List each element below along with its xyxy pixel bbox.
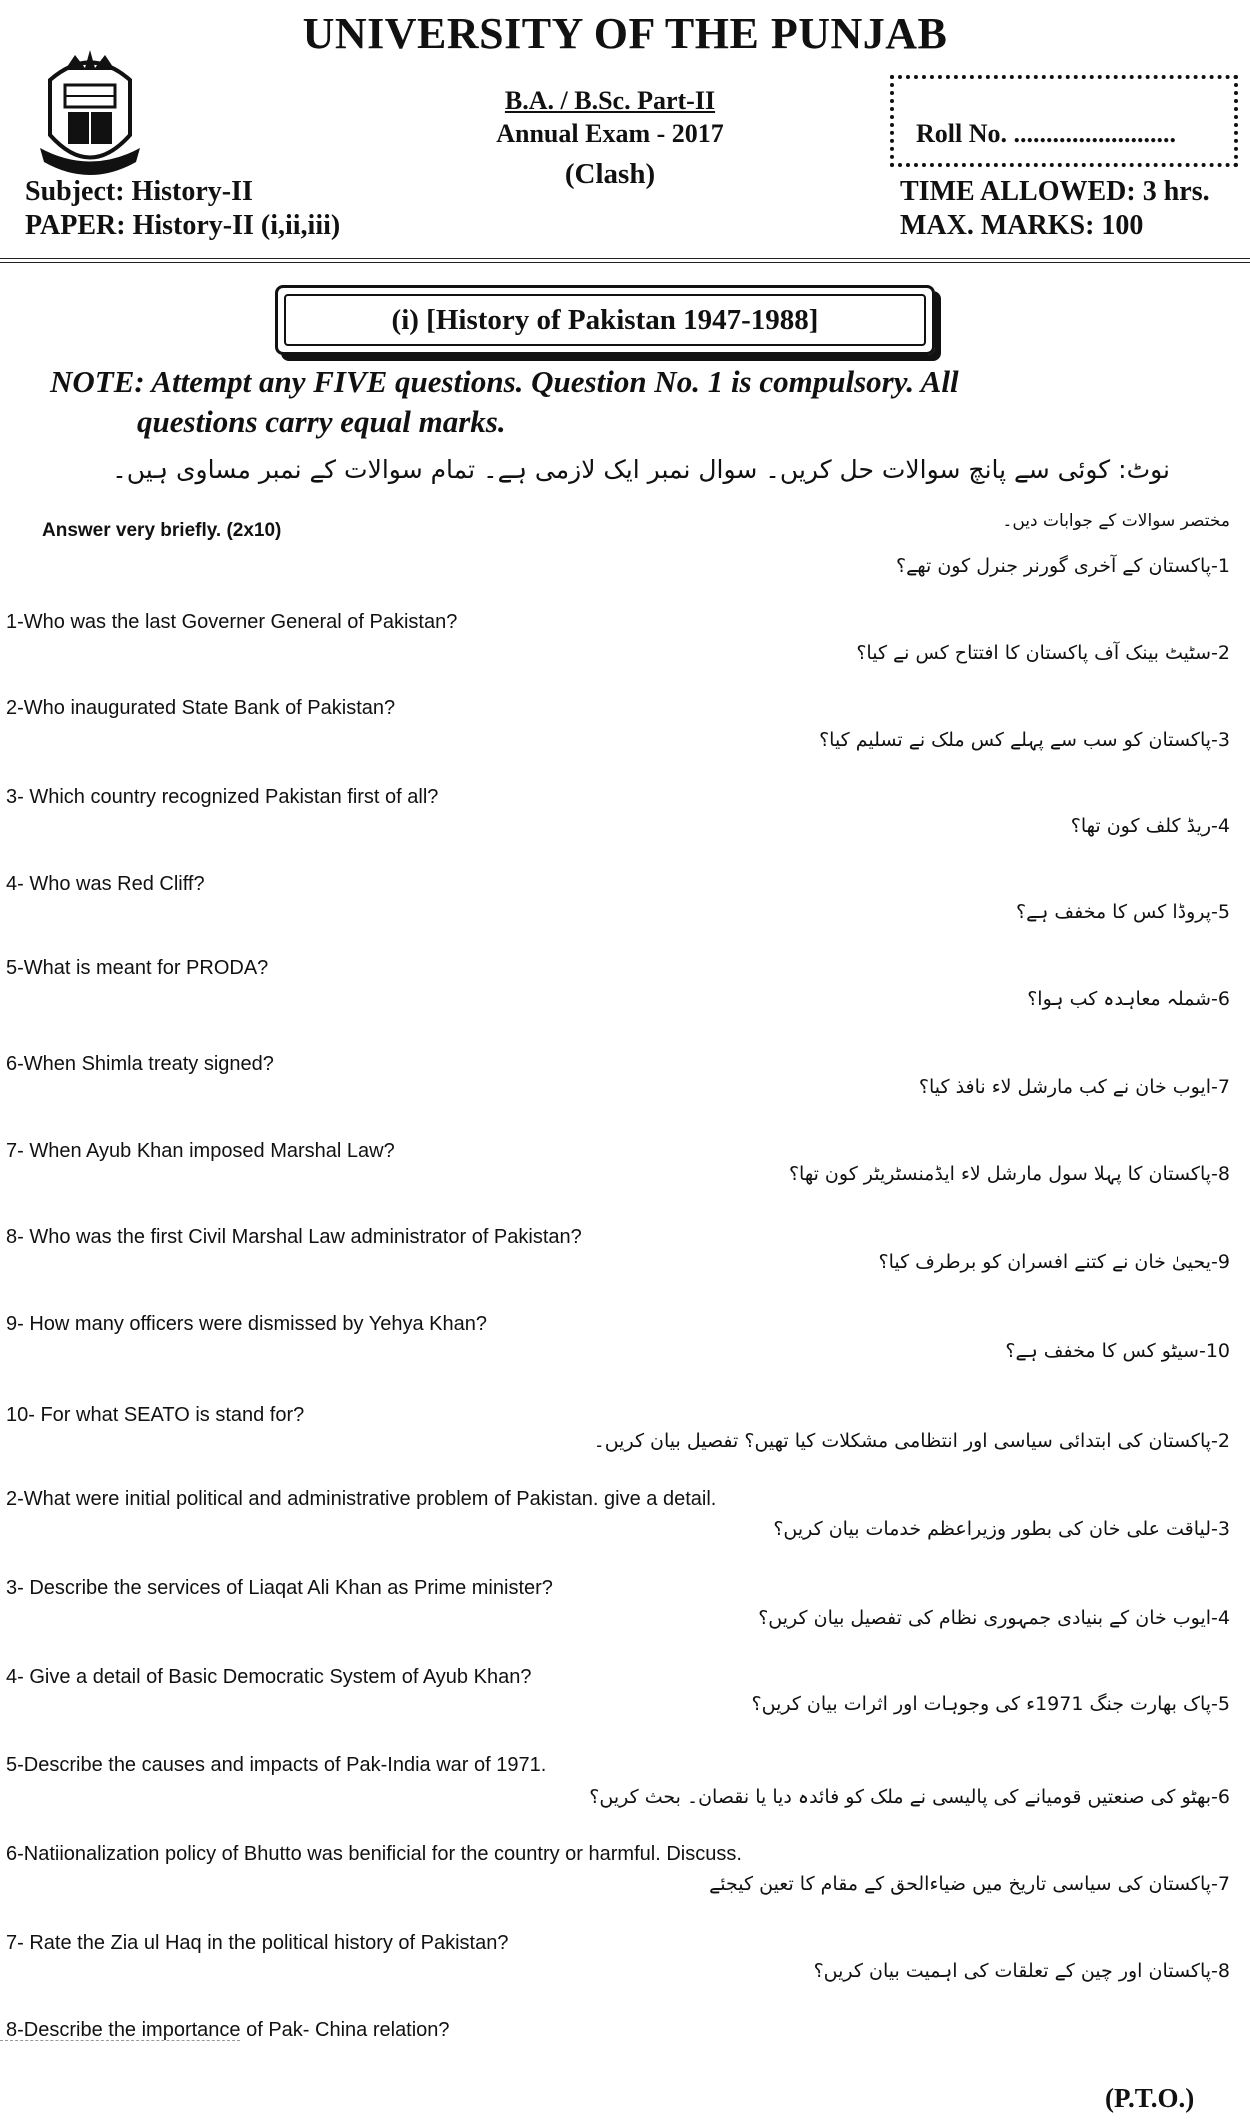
footer-divider (0, 2040, 240, 2041)
max-marks: MAX. MARKS: 100 (900, 210, 1144, 241)
short-question-english: 7- When Ayub Khan imposed Marshal Law? (6, 1140, 395, 1162)
page-turn-over: (P.T.O.) (1105, 2083, 1195, 2113)
university-title: UNIVERSITY OF THE PUNJAB (302, 9, 948, 58)
time-allowed: TIME ALLOWED: 3 hrs. (900, 176, 1210, 207)
short-question-english: 2-Who inaugurated State Bank of Pakistan? (6, 697, 396, 719)
short-question-urdu: 10-سیٹو کس کا مخفف ہے؟ (1005, 1340, 1230, 1362)
long-question-urdu: 6-بھٹو کی صنعتیں قومیانے کی پالیسی نے ملک کو فائدہ دیا یا نقصان۔ بحث کریں؟ (589, 1786, 1230, 1808)
long-question-english: 6-Natiionalization policy of Bhutto was benificial for the country or harmful. Discuss. (6, 1843, 742, 1865)
long-question-urdu: 4-ایوب خان کے بنیادی جمہوری نظام کی تفصیل بیان کریں؟ (758, 1607, 1230, 1629)
short-question-urdu: 5-پروڈا کس کا مخفف ہے؟ (1016, 901, 1230, 923)
short-question-english: 5-What is meant for PRODA? (6, 957, 269, 979)
short-question-english: 4- Who was Red Cliff? (6, 873, 205, 895)
roll-number-box (890, 75, 1238, 167)
long-question-english: 4- Give a detail of Basic Democratic System of Ayub Khan? (6, 1666, 532, 1688)
short-question-english: 3- Which country recognized Pakistan first of all? (6, 786, 439, 808)
short-question-urdu: 2-سٹیٹ بینک آف پاکستان کا افتتاح کس نے کیا؟ (856, 642, 1230, 664)
note-line-2: questions carry equal marks. (137, 404, 506, 439)
long-question-english: 5-Describe the causes and impacts of Pak-India war of 1971. (6, 1754, 547, 1776)
exam-label: Annual Exam - 2017 (496, 119, 724, 148)
long-question-urdu: 5-پاک بھارت جنگ 1971ء کی وجوہات اور اثرات بیان کریں؟ (751, 1693, 1230, 1715)
short-question-urdu: 4-ریڈ کلف کون تھا؟ (1070, 815, 1230, 837)
instruction-urdu: مختصر سوالات کے جوابات دیں۔ (1002, 511, 1230, 531)
note-urdu: نوٹ: کوئی سے پانچ سوالات حل کریں۔ سوال نمبر ایک لازمی ہے۔ تمام سوالات کے نمبر مساوی ہیں۔ (112, 455, 1170, 484)
program-label: B.A. / B.Sc. Part-II (504, 86, 716, 115)
short-question-instruction: Answer very briefly. (2x10) (42, 520, 282, 541)
paper-label: PAPER: History-II (i,ii,iii) (25, 210, 341, 241)
header-divider-secondary (0, 262, 1250, 263)
section-title-box (275, 285, 935, 355)
short-question-urdu: 7-ایوب خان نے کب مارشل لاء نافذ کیا؟ (918, 1076, 1230, 1098)
clash-label: (Clash) (564, 158, 656, 190)
subject-label: Subject: History-II (25, 176, 253, 207)
header-divider (0, 258, 1250, 259)
long-question-english: 2-What were initial political and administrative problem of Pakistan. give a detail. (6, 1488, 717, 1510)
long-question-english: 8-Describe the importance of Pak- China relation? (6, 2019, 450, 2041)
short-question-english: 9- How many officers were dismissed by Yehya Khan? (6, 1313, 487, 1335)
note (50, 362, 1170, 442)
short-question-urdu: 1-پاکستان کے آخری گورنر جنرل کون تھے؟ (896, 555, 1230, 577)
short-question-english: 6-When Shimla treaty signed? (6, 1053, 274, 1075)
short-question-english: 1-Who was the last Governer General of Pakistan? (6, 611, 458, 633)
short-question-urdu: 6-شملہ معاہدہ کب ہوا؟ (1027, 988, 1230, 1010)
long-question-urdu: 8-پاکستان اور چین کے تعلقات کی اہمیت بیان کریں؟ (813, 1960, 1230, 1982)
long-question-urdu: 2-پاکستان کی ابتدائی سیاسی اور انتظامی مشکلات کیا تھیں؟ تفصیل بیان کریں۔ (593, 1430, 1230, 1452)
section-title: (i) [History of Pakistan 1947-1988] (284, 294, 926, 346)
long-question-urdu: 3-لیاقت علی خان کی بطور وزیراعظم خدمات بیان کریں؟ (773, 1518, 1230, 1540)
short-question-urdu: 9-یحییٰ خان نے کتنے افسران کو برطرف کیا؟ (878, 1251, 1230, 1273)
long-question-urdu: 7-پاکستان کی سیاسی تاریخ میں ضیاءالحق کے مقام کا تعین کیجئے (709, 1873, 1230, 1895)
note-line-1: NOTE: Attempt any FIVE questions. Question No. 1 is compulsory. All (50, 364, 959, 399)
long-question-english: 7- Rate the Zia ul Haq in the political history of Pakistan? (6, 1932, 509, 1954)
short-question-english: 8- Who was the first Civil Marshal Law administrator of Pakistan? (6, 1226, 582, 1248)
roll-number-field[interactable]: Roll No. ......................... (916, 119, 1176, 148)
short-question-urdu: 8-پاکستان کا پہلا سول مارشل لاء ایڈمنسٹریٹر کون تھا؟ (788, 1163, 1230, 1185)
short-question-urdu: 3-پاکستان کو سب سے پہلے کس ملک نے تسلیم کیا؟ (819, 729, 1230, 751)
university-crest-icon (30, 40, 150, 185)
short-question-english: 10- For what SEATO is stand for? (6, 1404, 305, 1426)
long-question-english: 3- Describe the services of Liaqat Ali Khan as Prime minister? (6, 1577, 553, 1599)
